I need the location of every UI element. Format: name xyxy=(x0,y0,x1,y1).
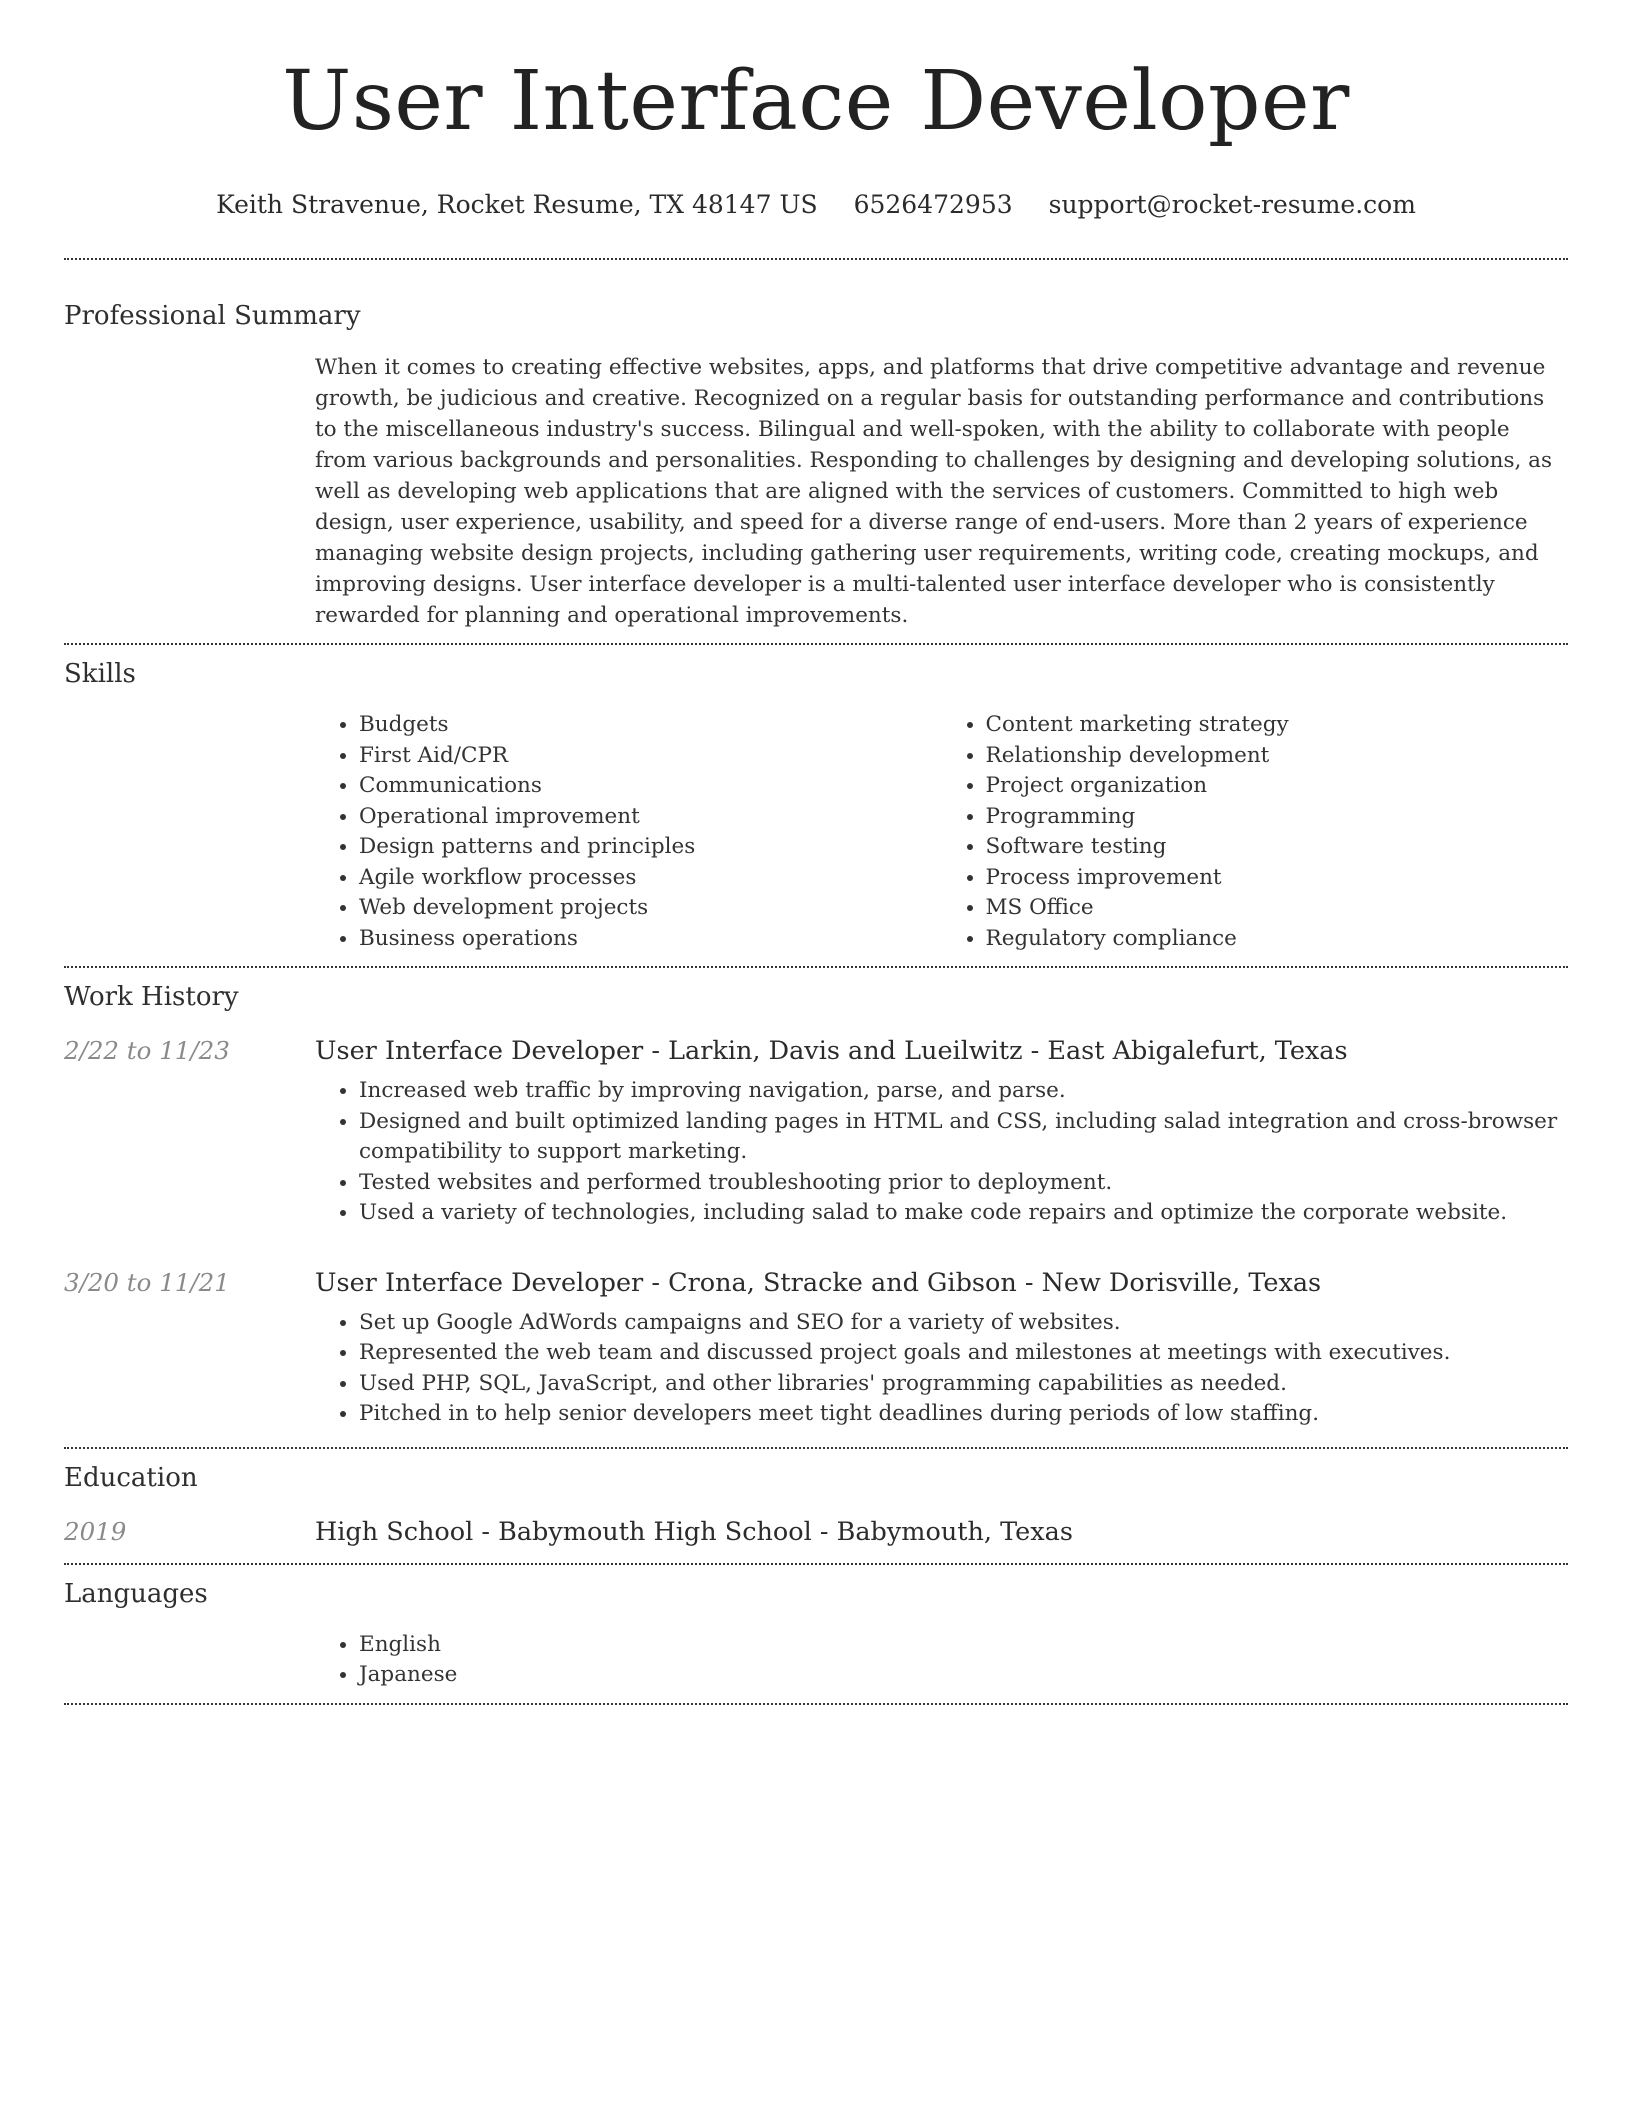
contact-address: Keith Stravenue, Rocket Resume, TX 48147 US xyxy=(216,190,818,219)
job-bullet: • Increased web traffic by improving navigation, parse, and parse. xyxy=(359,1076,1568,1107)
job-bullet: • Designed and built optimized landing pages in HTML and CSS, including salad integration and cross-browser compatibility to support marketing. xyxy=(359,1107,1568,1168)
skill-item: • Design patterns and principles xyxy=(359,832,942,863)
language-item: • Japanese xyxy=(359,1660,1568,1691)
skill-item: • Budgets xyxy=(359,710,942,741)
section-title-languages: Languages xyxy=(64,1578,208,1609)
job-bullets xyxy=(315,1308,1568,1430)
resume-page xyxy=(64,0,1568,1705)
divider xyxy=(64,258,1568,260)
job-entry xyxy=(64,1036,1568,1066)
job-dates: 3/20 to 11/21 xyxy=(64,1267,230,1297)
skill-item: • Process improvement xyxy=(986,863,1569,894)
job-dates: 2/22 to 11/23 xyxy=(64,1036,230,1065)
skill-item: • First Aid/CPR xyxy=(359,741,942,772)
section-title-education: Education xyxy=(64,1462,198,1493)
divider xyxy=(64,1563,1568,1565)
skills-columns xyxy=(315,710,1568,954)
skill-item: • Programming xyxy=(986,802,1569,833)
resume-name: User Interface Developer xyxy=(282,54,1350,149)
job-bullets xyxy=(315,1076,1568,1229)
divider xyxy=(64,1703,1568,1705)
skill-item: • Relationship development xyxy=(986,741,1569,772)
section-title-work: Work History xyxy=(64,982,239,1012)
job-heading: User Interface Developer - Larkin, Davis and Lueilwitz - East Abigalefurt, Texas xyxy=(315,1036,1348,1066)
contact-phone: 6526472953 xyxy=(853,190,1013,219)
job-bullet: • Represented the web team and discussed project goals and milestones at meetings with executives. xyxy=(359,1338,1568,1369)
summary-section xyxy=(64,299,1568,631)
contact-email: support@rocket-resume.com xyxy=(1048,190,1416,219)
divider xyxy=(64,1447,1568,1449)
job-heading: User Interface Developer - Crona, Stracke and Gibson - New Dorisville, Texas xyxy=(315,1267,1322,1298)
languages-section xyxy=(64,1577,1568,1691)
work-section xyxy=(64,980,1568,1430)
skill-item: • Communications xyxy=(359,771,942,802)
skill-item: • Regulatory compliance xyxy=(986,924,1569,955)
education-date: 2019 xyxy=(64,1516,127,1546)
summary-text: When it comes to creating effective websites, apps, and platforms that drive competitive advantage and revenue growth, be judicious and creative. Recognized on a regular basis for outstanding performance and contributions to the miscellaneous industry's success. Bilingual and well-spoken, with the ability to collaborate with people from various backgrounds and personalities. Responding to challenges by designing and developing solutions, as well as developing web applications that are aligned with the services of customers. Committed to high web design, user experience, usability, and speed for a diverse range of end-users. More than 2 years of experience managing website design projects, including gathering user requirements, writing code, creating mockups, and improving designs. User interface developer is a multi-talented user interface developer who is consistently rewarded for planning and operational improvements. xyxy=(315,355,1553,628)
education-entry xyxy=(64,1517,1568,1547)
job-bullet: • Used PHP, SQL, JavaScript, and other libraries' programming capabilities as needed. xyxy=(359,1369,1568,1400)
job-bullet: • Pitched in to help senior developers meet tight deadlines during periods of low staffing. xyxy=(359,1399,1568,1430)
language-item: • English xyxy=(359,1630,1568,1661)
job-bullet: • Used a variety of technologies, including salad to make code repairs and optimize the corporate website. xyxy=(359,1198,1568,1229)
skills-list-right xyxy=(942,710,1569,954)
job-bullet: • Set up Google AdWords campaigns and SEO for a variety of websites. xyxy=(359,1308,1568,1339)
skills-list-left xyxy=(315,710,942,954)
skill-item: • Content marketing strategy xyxy=(986,710,1569,741)
divider xyxy=(64,966,1568,968)
skill-item: • Project organization xyxy=(986,771,1569,802)
skill-item: • MS Office xyxy=(986,893,1569,924)
section-title-skills: Skills xyxy=(64,659,136,689)
education-section xyxy=(64,1461,1568,1547)
job-bullet: • Tested websites and performed troubleshooting prior to deployment. xyxy=(359,1168,1568,1199)
skill-item: • Agile workflow processes xyxy=(359,863,942,894)
skill-item: • Web development projects xyxy=(359,893,942,924)
section-title-summary: Professional Summary xyxy=(64,301,361,331)
languages-list xyxy=(315,1630,1568,1691)
divider xyxy=(64,643,1568,645)
skill-item: • Operational improvement xyxy=(359,802,942,833)
skill-item: • Business operations xyxy=(359,924,942,955)
contact-line xyxy=(64,188,1568,222)
education-heading: High School - Babymouth High School - Babymouth, Texas xyxy=(315,1516,1073,1547)
job-entry xyxy=(64,1268,1568,1298)
skill-item: • Software testing xyxy=(986,832,1569,863)
skills-section xyxy=(64,657,1568,954)
